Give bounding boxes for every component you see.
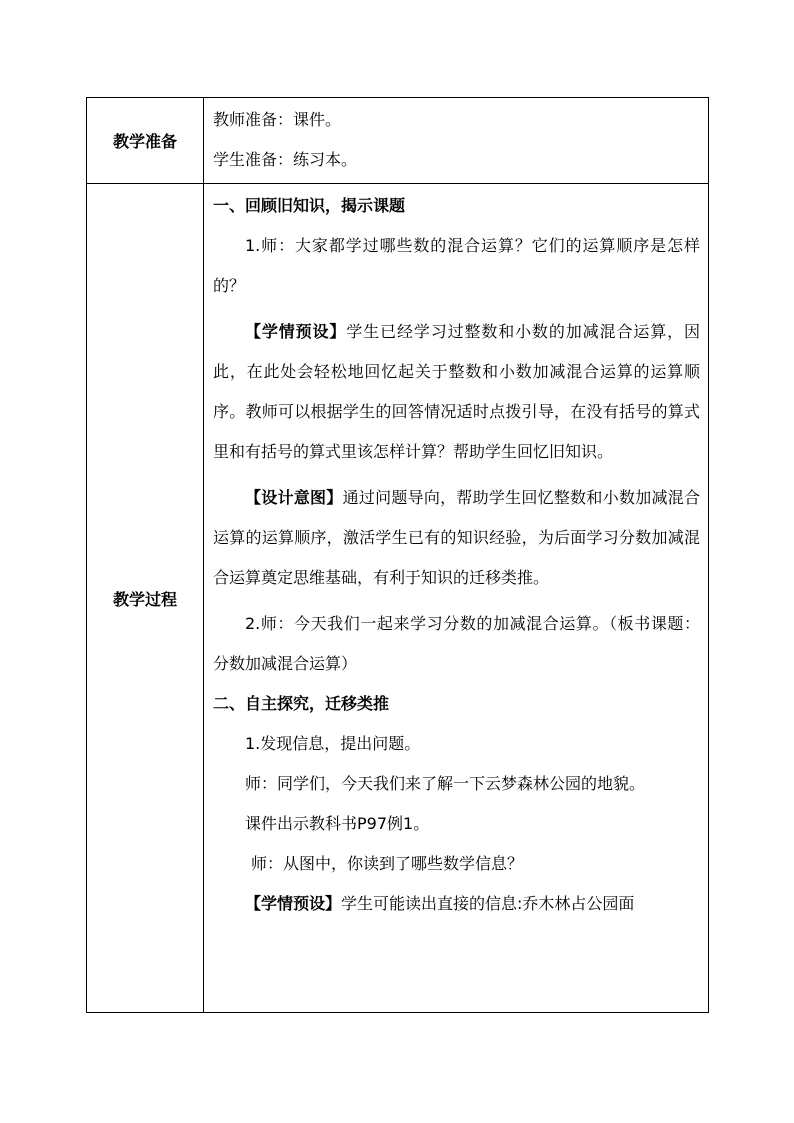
preset-text-2: 学生可能读出直接的信息:乔木林占公园面 xyxy=(341,894,635,913)
courseware-line: 课件出示教科书P97例1。 xyxy=(245,814,430,833)
prep-row xyxy=(87,98,709,184)
step-1: 1.发现信息，提出问题。 xyxy=(245,734,421,753)
design-paragraph xyxy=(213,478,700,598)
section2-heading: 二、自主探究，迁移类推 xyxy=(213,694,390,713)
prep-content xyxy=(204,98,709,184)
section1-heading: 一、回顾旧知识，揭示课题 xyxy=(213,196,406,215)
question-1: 1.师：大家都学过哪些数的混合运算？它们的运算顺序是怎样的？ xyxy=(213,236,700,295)
design-tag: 【设计意图】 xyxy=(245,488,343,507)
process-row xyxy=(87,184,709,1013)
prep-label: 教学准备 xyxy=(87,98,204,184)
teacher-line: 师：同学们，今天我们来了解一下云梦森林公园的地貌。 xyxy=(245,774,646,793)
preset-line-2 xyxy=(213,884,700,924)
student-prep: 学生准备：练习本。 xyxy=(213,150,358,169)
question-line: 师：从图中，你读到了哪些数学信息？ xyxy=(251,854,524,873)
preset-tag-1: 【学情预设】 xyxy=(245,322,347,341)
process-content xyxy=(204,184,709,1013)
lesson-plan-table xyxy=(86,97,709,1013)
preset-text-1: 学生已经学习过整数和小数的加减混合运算，因此，在此处会轻松地回忆起关于整数和小数加减混合运算的运算顺序。教师可以根据学生的回答情况适时点拨引导，在没有括号的算式里和有括号的算式里该怎样计算？帮助学生回忆旧知识。 xyxy=(213,322,700,461)
process-label: 教学过程 xyxy=(87,184,204,1013)
question-2: 2.师：今天我们一起来学习分数的加减混合运算。（板书课题：分数加减混合运算） xyxy=(213,614,700,673)
teacher-prep: 教师准备：课件。 xyxy=(213,110,342,129)
preset-tag-2: 【学情预设】 xyxy=(245,894,342,913)
design-text: 通过问题导向，帮助学生回忆整数和小数加减混合运算的运算顺序，激活学生已有的知识经验，为后面学习分数加减混合运算奠定思维基础，有利于知识的迁移类推。 xyxy=(213,488,700,587)
preset-paragraph-1 xyxy=(213,312,700,472)
